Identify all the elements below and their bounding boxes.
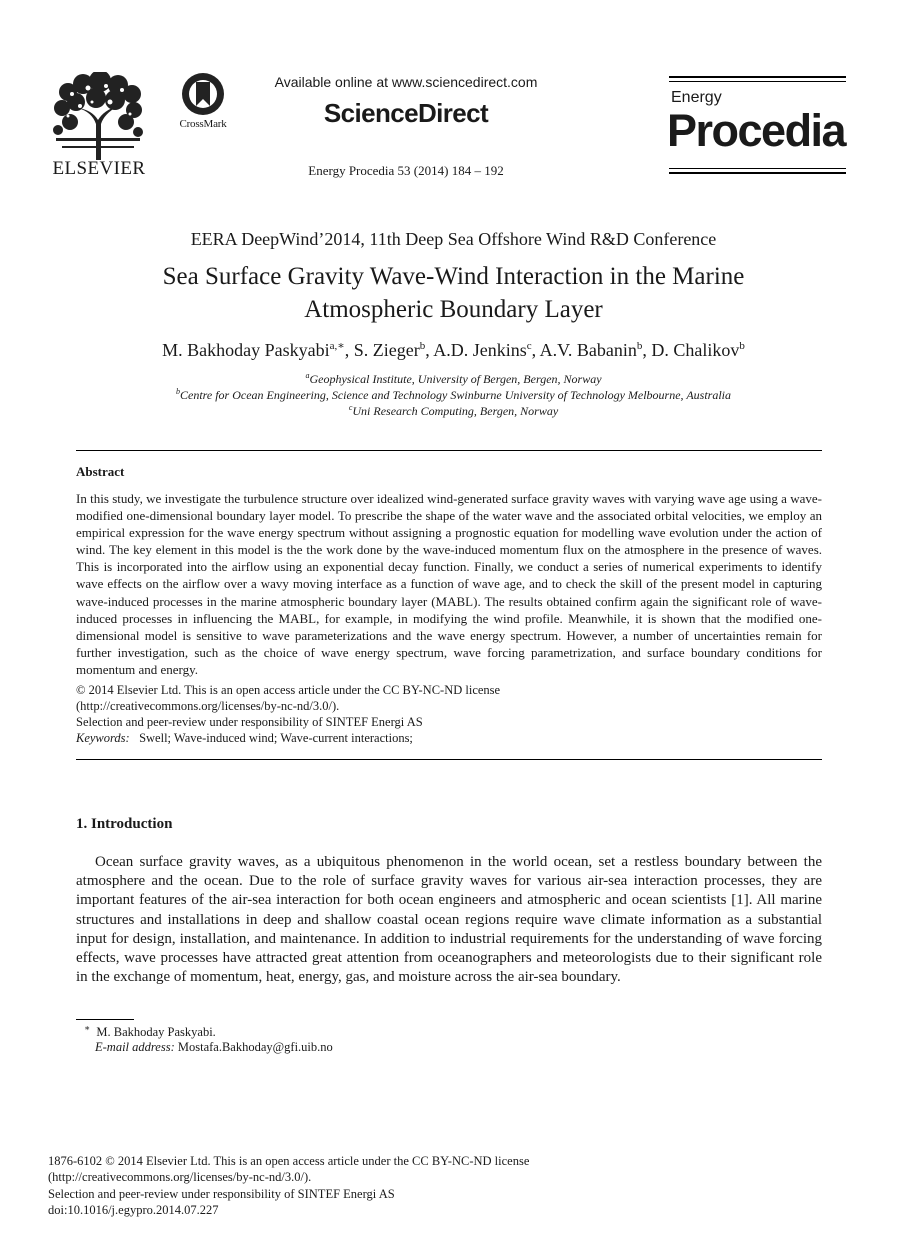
author-separator: ,	[344, 340, 354, 360]
author-affiliation-mark: b	[419, 340, 426, 352]
author-name: A.D. Jenkins	[433, 340, 527, 360]
author-name: D. Chalikov	[651, 340, 740, 360]
footer-peer-review: Selection and peer-review under responsibility of SINTEF Energi AS	[48, 1187, 395, 1201]
abstract-body: In this study, we investigate the turbulence structure over idealized wind-generated surface gravity waves with varying wave age using a wave-modified one-dimensional boundary layer model. To prescribe the shape of the water wave and the associated orbital velocities, we employ an empirical expression for the wave energy spectrum without assigning a prognostic equation for modelling wave evolution under the action of wind. The key element in this model is the the work done by the wave-induced momentum flux on the atmosphere in the presence of waves. This is incorporated into the airflow using an exponential decay function. Finally, we conduct a series of numerical experiments to identify wave effects on the airflow over a wavy moving interface as a function of wave age, and to check the skill of the present model in capturing wave-induced processes in the marine atmospheric boundary layer (MABL). The results obtained confirm again the significant role of wave-induced processes in influencing the MABL, for example, in modifying the wind profile. Meanwhile, it is shown that the modified one-dimensional model is sensitive to wave parameterizations and the wave energy spectrum. However, a number of uncertainties remain for further investigation, such as the choice of wave energy spectrum, wave forcing parametrization, and surface boundary conditions for momentum and energy.	[76, 491, 822, 677]
affiliation-mark: c	[348, 403, 353, 412]
abstract-license-link[interactable]: (http://creativecommons.org/licenses/by-nc-nd/3.0/).	[76, 699, 340, 713]
footnote-name: M. Bakhoday Paskyabi.	[96, 1025, 216, 1040]
author-name: M. Bakhoday Paskyabi	[162, 340, 330, 360]
abstract-peer-review: Selection and peer-review under responsibility of SINTEF Energi AS	[76, 715, 423, 729]
introduction-body: Ocean surface gravity waves, as a ubiquitous phenomenon in the world ocean, set a restless boundary between the atmosphere and the ocean. Due to the role of surface gravity waves for various air-sea interaction processes, they are important features of the air-sea interaction for both ocean engineers and atmospheric and ocean scientists [1]. All marine structures and installations in deep and shallow coastal ocean regions require wave climate information as a substantial input for design, installation, and maintenance. In addition to industrial requirements for the understanding of wave forcing effects, wave processes have attracted great attention from oceanographers and meteorologists due to their significant role in the exchange of momentum, heat, energy, gas, and moisture across the air-sea boundary.	[76, 854, 822, 986]
author-name: A.V. Babanin	[539, 340, 637, 360]
affiliation-text: Centre for Ocean Engineering, Science and Technology Swinburne University of Technology Melbourne, Australia	[179, 388, 732, 402]
author-separator: ,	[425, 340, 434, 360]
footnote-rule	[76, 1019, 134, 1020]
elsevier-wordmark: ELSEVIER	[52, 158, 146, 179]
affiliation-b	[40, 387, 867, 403]
author-separator: ,	[531, 340, 540, 360]
affiliation-a	[40, 371, 867, 387]
footnote-mark: ∗	[84, 1023, 91, 1033]
journal-logo-rule-bottom	[669, 168, 846, 174]
abstract-top-rule	[76, 450, 822, 451]
footer-license-link[interactable]: (http://creativecommons.org/licenses/by-nc-nd/3.0/).	[48, 1170, 312, 1184]
paper-title-line-2: Atmospheric Boundary Layer	[304, 296, 603, 323]
author-list	[40, 339, 867, 361]
sciencedirect-wordmark: ScienceDirect	[323, 98, 489, 128]
footer-doi[interactable]: doi:10.1016/j.egypro.2014.07.227	[48, 1203, 219, 1217]
conference-name: EERA DeepWind’2014, 11th Deep Sea Offshore Wind R&D Conference	[190, 229, 717, 249]
journal-logo-energy: Energy	[671, 89, 722, 106]
crossmark-label: CrossMark	[179, 118, 227, 130]
affiliation-text: Uni Research Computing, Bergen, Norway	[352, 404, 559, 418]
footnote-email-label: E-mail address:	[95, 1040, 175, 1054]
affiliation-mark: a	[305, 371, 310, 380]
footnote-email	[95, 1040, 333, 1055]
affiliation-text: Geophysical Institute, University of Bergen, Bergen, Norway	[309, 372, 602, 386]
author-affiliation-mark: b	[739, 340, 745, 352]
paper-title-line-1: Sea Surface Gravity Wave-Wind Interaction in the Marine	[162, 263, 745, 290]
author-name: S. Zieger	[353, 340, 420, 360]
author-affiliation-mark: c	[526, 340, 532, 352]
abstract-bottom-rule	[76, 759, 822, 760]
journal-logo-procedia: Procedia	[667, 105, 846, 156]
abstract-copyright: © 2014 Elsevier Ltd. This is an open access article under the CC BY-NC-ND license	[76, 683, 501, 697]
author-affiliation-mark: b	[636, 340, 643, 352]
journal-reference: Energy Procedia 53 (2014) 184 – 192	[308, 163, 504, 178]
journal-logo-rule-top	[669, 76, 846, 82]
section-heading-introduction: 1. Introduction	[76, 816, 173, 832]
available-online-link[interactable]: Available online at www.sciencedirect.com	[274, 74, 538, 90]
footer-issn-license: 1876-6102 © 2014 Elsevier Ltd. This is an open access article under the CC BY-NC-ND license	[48, 1154, 530, 1168]
affiliation-c	[40, 403, 867, 419]
affiliation-mark: b	[175, 387, 180, 396]
footnote-email-address[interactable]: Mostafa.Bakhoday@gfi.uib.no	[177, 1040, 333, 1054]
abstract-heading: Abstract	[76, 464, 125, 479]
keywords-label: Keywords:	[76, 731, 130, 745]
author-affiliation-mark: a,∗	[329, 340, 345, 352]
paper-title	[40, 260, 867, 326]
keywords	[76, 730, 822, 746]
footnote-corresponding-author	[84, 1023, 216, 1040]
keywords-list: Swell; Wave-induced wind; Wave-current interactions;	[139, 731, 413, 745]
author-separator: ,	[642, 340, 652, 360]
